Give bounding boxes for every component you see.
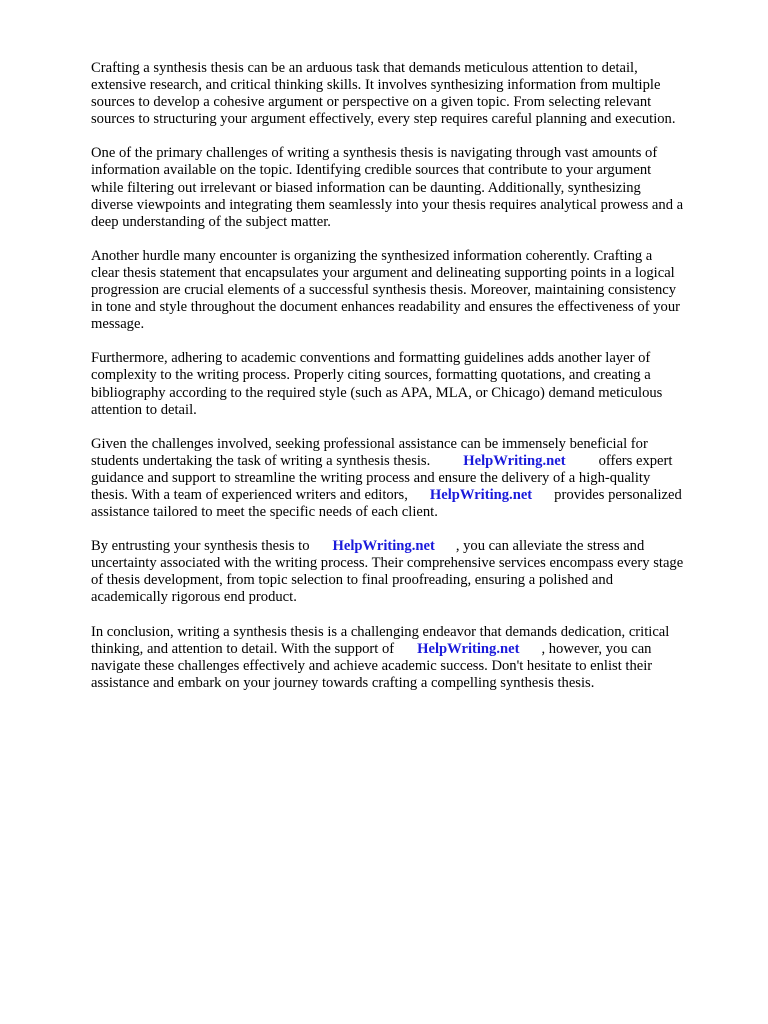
text-line: assistance tailored to meet the specific needs of each client. (91, 504, 438, 521)
text-line: in tone and style throughout the document enhances readability and ensures the effectiveness of your (91, 299, 680, 316)
text-line: extensive research, and critical thinking skills. It involves synthesizing information from multiple (91, 77, 661, 94)
text-line-with-link (91, 538, 726, 555)
text-line: progression are crucial elements of a successful synthesis thesis. Moreover, maintaining consistency (91, 282, 677, 299)
paragraph-conventions (91, 350, 726, 418)
text-line: uncertainty associated with the writing process. Their comprehensive services encompass every stage (91, 555, 684, 572)
paragraph-assistance (91, 436, 726, 521)
text-line-with-link (91, 453, 726, 470)
text-segment: , however, you can (541, 640, 652, 657)
paragraph-entrusting (91, 538, 726, 606)
text-segment: , you can alleviate the stress and (455, 538, 645, 555)
text-line: sources to structuring your argument effectively, every step requires careful planning and execution. (91, 111, 676, 128)
text-line: assistance and embark on your journey towards crafting a compelling synthesis thesis. (91, 674, 595, 691)
text-line: sources to develop a cohesive argument or perspective on a given topic. From selecting relevant (91, 94, 652, 111)
text-line: while filtering out irrelevant or biased information can be daunting. Additionally, synthesizing (91, 179, 641, 196)
helpwriting-link[interactable]: HelpWriting.net (463, 452, 566, 469)
text-line: One of the primary challenges of writing a synthesis thesis is navigating through vast amounts of (91, 145, 658, 162)
text-line: Another hurdle many encounter is organizing the synthesized information coherently. Crafting a (91, 247, 653, 264)
text-line: of thesis development, from topic selection to final proofreading, ensuring a polished and (91, 572, 613, 589)
text-line-with-link (91, 487, 726, 504)
text-line: bibliography according to the required style (such as APA, MLA, or Chicago) demand meticulous (91, 384, 663, 401)
text-line: information available on the topic. Identifying credible sources that contribute to your argument (91, 162, 652, 179)
text-segment: By entrusting your synthesis thesis to (91, 538, 310, 555)
text-segment: students undertaking the task of writing a synthesis thesis. (91, 452, 431, 469)
helpwriting-link[interactable]: HelpWriting.net (332, 538, 435, 555)
text-line: deep understanding of the subject matter. (91, 213, 331, 230)
helpwriting-link[interactable]: HelpWriting.net (417, 640, 520, 657)
text-line-with-link (91, 641, 726, 658)
text-line: Crafting a synthesis thesis can be an arduous task that demands meticulous attention to detail, (91, 60, 638, 76)
text-line: Furthermore, adhering to academic conventions and formatting guidelines adds another layer of (91, 350, 651, 367)
text-line: message. (91, 316, 145, 333)
paragraph-organizing (91, 248, 726, 333)
text-line: attention to detail. (91, 401, 197, 418)
paragraph-challenges (91, 145, 726, 230)
text-line: Given the challenges involved, seeking professional assistance can be immensely beneficial for (91, 435, 648, 452)
paragraph-conclusion (91, 624, 726, 692)
text-line: guidance and support to streamline the writing process and ensure the delivery of a high-quality (91, 469, 651, 486)
text-line: clear thesis statement that encapsulates your argument and delineating supporting points in a logical (91, 264, 675, 281)
text-line: academically rigorous end product. (91, 589, 297, 606)
document-page (91, 60, 726, 709)
text-line: complexity to the writing process. Properly citing sources, formatting quotations, and creating a (91, 367, 651, 384)
helpwriting-link[interactable]: HelpWriting.net (429, 486, 533, 503)
text-segment: thinking, and attention to detail. With the support of (91, 640, 395, 657)
paragraph-intro (91, 60, 726, 128)
text-segment: offers expert (598, 452, 673, 469)
text-segment: provides personalized (554, 486, 682, 503)
text-line: diverse viewpoints and integrating them seamlessly into your thesis requires analytical prowess and a (91, 196, 684, 213)
text-line: navigate these challenges effectively and achieve academic success. Don't hesitate to enlist their (91, 657, 653, 674)
text-line: In conclusion, writing a synthesis thesis is a challenging endeavor that demands dedication, critical (91, 623, 670, 640)
text-segment: thesis. With a team of experienced writers and editors, (91, 486, 408, 503)
